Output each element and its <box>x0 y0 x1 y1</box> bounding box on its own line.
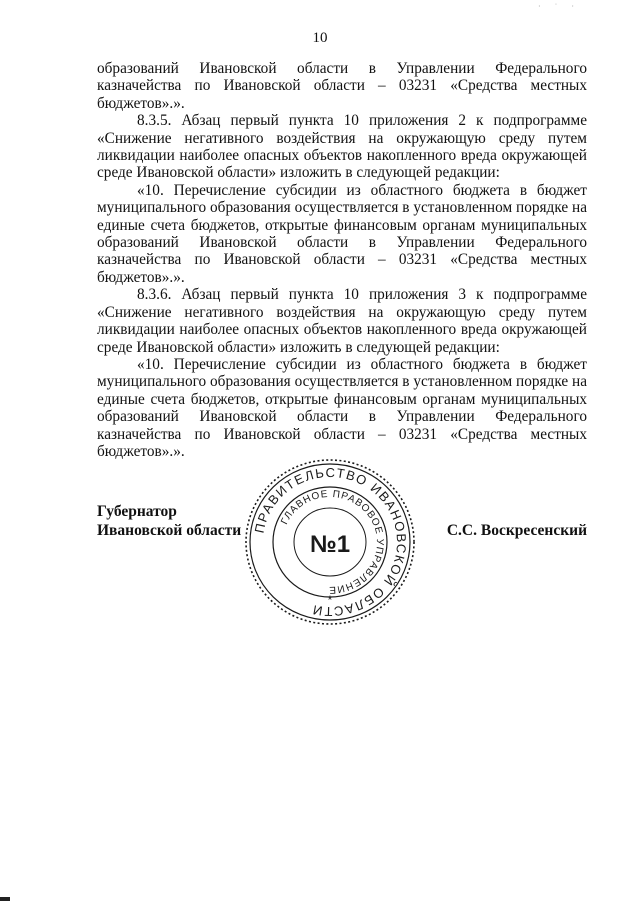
scan-artifacts: · ˙ · <box>538 2 580 11</box>
seal-outer-text: ПРАВИТЕЛЬСТВО ИВАНОВСКОЙ ОБЛАСТИ <box>251 464 410 620</box>
page-number: 10 <box>312 30 328 46</box>
signatory-name: С.С. Воскресенский <box>446 522 587 539</box>
paragraph-8-3-6: 8.3.6. Абзац первый пункта 10 приложения 3 к подпрограмме «Снижение негативного воздействия на окружающую среду путем ликвидации наиболее опасных объектов накопленного вреда окружающей среде Ивановской области» изложить в следующей редакции: <box>97 286 587 356</box>
signature-title <box>97 502 241 540</box>
paragraph-8-3-5: 8.3.5. Абзац первый пункта 10 приложения 2 к подпрограмме «Снижение негативного воздействия на окружающую среду путем ликвидации наиболее опасных объектов накопленного вреда окружающей среде Ивановской области» изложить в следующей редакции: <box>97 112 587 182</box>
seal-star: * <box>327 593 333 607</box>
seal-number: №1 <box>309 531 351 558</box>
document-body <box>97 60 587 460</box>
official-seal <box>243 457 417 627</box>
paragraph-quote-1: «10. Перечисление субсидии из областного бюджета в бюджет муниципального образования осуществляется в установленном порядке на единые счета бюджетов, открытые финансовым органам муниципальных образований Ивановской области в Управлении Федерального казначейства по Ивановской области – 03231 «Средства местных бюджетов».». <box>97 181 587 286</box>
seal-inner-text: ГЛАВНОЕ ПРАВОВОЕ УПРАВЛЕНИЕ <box>279 488 386 596</box>
signature-title-line1: Губернатор <box>97 503 177 520</box>
scan-edge-mark <box>0 897 10 901</box>
signature-title-line2: Ивановской области <box>97 522 242 539</box>
paragraph-continuation: образований Ивановской области в Управлении Федерального казначейства по Ивановской области – 03231 «Средства местных бюджетов».». <box>97 60 587 112</box>
paragraph-quote-2: «10. Перечисление субсидии из областного бюджета в бюджет муниципального образования осуществляется в установленном порядке на единые счета бюджетов, открытые финансовым органам муниципальных образований Ивановской области в Управлении Федерального казначейства по Ивановской области – 03231 «Средства местных бюджетов».». <box>97 355 587 460</box>
